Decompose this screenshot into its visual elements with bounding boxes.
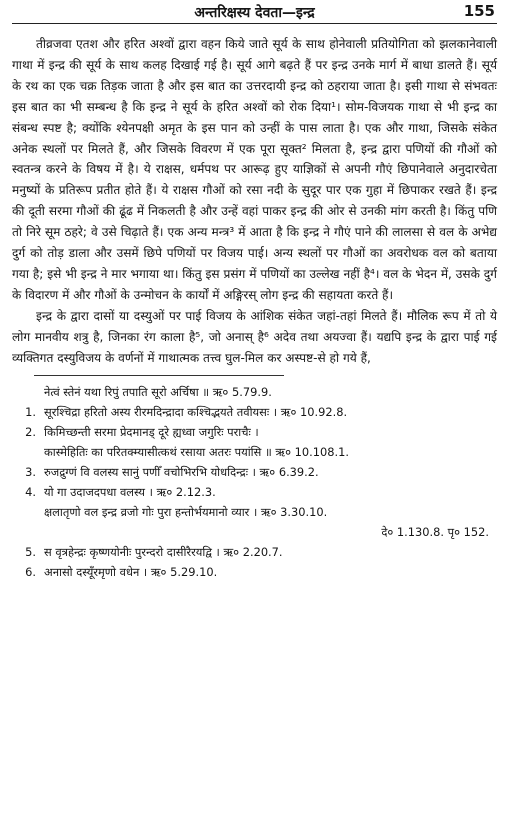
footnotes — [12, 382, 497, 582]
footnote-text: अनासो दस्यूँरमृणो वधेन । ऋ० 5.29.10. — [44, 564, 218, 579]
footnote-text: किमिच्छन्ती सरमा प्रेदमानड् दूरे ह्यध्वा जगुरिः पराचैः । — [44, 424, 259, 439]
footnote-number: 5. — [25, 544, 36, 559]
footnote-item — [12, 462, 497, 482]
footnote-text: सूरश्चिद्रा हरितो अस्य रीरमदिन्द्रादा कश्चिद्भयते तवीयसः । ऋ० 10.92.8. — [44, 404, 348, 419]
footnote-item — [12, 422, 497, 442]
footnote-number: 1. — [25, 404, 36, 419]
running-head — [12, 0, 497, 22]
footnote-text: यो गा उदाजदपधा वलस्य । ऋ० 2.12.3. — [44, 484, 216, 499]
footnote-divider — [34, 375, 284, 376]
footnote-item — [12, 402, 497, 422]
footnote-number: 2. — [25, 424, 36, 439]
footnote-item — [12, 542, 497, 562]
footnote-reference: दे० 1.130.8. पृ० 152. — [381, 524, 489, 539]
paragraph: तीव्रजवा एतश और हरित अश्वों द्वारा वहन किये जाते सूर्य के साथ होनेवाली प्रतियोगिता को झलकानेवाली गाथा में इन्द्र की सूर्य के साथ कलह दिखाई गई है। सूर्य आगे बढ़ते हैं पर इन्द्र उनके मार्ग में बाधा डालते हैं। सूर्य के रथ का एक चक्र तिड़क जाता है और इस बात का उत्तरदायी इन्द्र को ठहराया जाता है। इसी गाथा से संभवतः इस बात का भी सम्बन्ध है कि इन्द्र ने सूर्य के हरित अश्वों को रोक दिया¹। सोम-विजयक गाथा से भी इन्द्र का संबन्ध स्पष्ट है; क्योंकि श्येनपक्षी अमृत के इस पान को उन्हीं के पास लाता है। एक और गाथा, जिसके संकेत अनेक स्थलों पर मिलते हैं, और जिसके विवरण में एक पूरा सूक्त² मिलता है, इन्द्र द्वारा पणियों की गौओं को स्वतन्त्र करने के विषय में है। ये राक्षस, धर्मपथ पर आरूढ़ हुए याज्ञिकों से अपनी गौएं छिपानेवाले अनुदारचेता मनुष्यों के प्रतिरूप प्रतीत होते हैं। ये राक्षस गौओं को रसा नदी के सुदूर पार एक गुहा में छिपाकर रखते हैं। इन्द्र की दूती सरमा गौओं की ढूंढ में निकलती है और उन्हें वहां पाकर इन्द्र की ओर से उनकी मांग करती है। किंतु पणि तो निरे सूम ठहरे; वे उसे चिढ़ाते हैं। एक अन्य मन्त्र³ में आता है कि इन्द्र ने गौएं पाने की लालसा से वल के अभेद्य दुर्ग को तोड़ डाला और उसमें छिपे पणियों पर विजय पाई। अन्य स्थलों पर गौओं का अवरोधक वल को बताया गया है; इसे भी इन्द्र ने मार भगाया था। किंतु इस प्रसंग में पणियों का उल्लेख नहीं है⁴। वल के भेदन में, उसके दुर्ग के विदारण में और गौओं के उन्मोचन के कार्यों में अङ्गिरस् लोग इन्द्र की सहायता करते हैं। — [12, 37, 497, 302]
footnote-text: स वृत्रहेन्द्रः कृष्णयोनीः पुरन्दरो दासीरैरयद्वि । ऋ० 2.20.7. — [44, 544, 283, 559]
footnote-number: 6. — [25, 564, 36, 579]
footnote-item — [12, 562, 497, 582]
footnote-text: क्षलातृणो वल इन्द्र व्रजो गोः पुरा हन्तोर्भयमानो व्यार । ऋ० 3.30.10. — [44, 504, 328, 519]
footnote-number: 3. — [25, 464, 36, 479]
footnote-item — [12, 482, 497, 502]
paragraph: इन्द्र के द्वारा दासों या दस्युओं पर पाई विजय के आंशिक संकेत जहां-तहां मिलते हैं। मौलिक रूप में तो ये लोग मानवीय शत्रु है, जिनका रंग काला है⁵, जो अनास् है⁶ अदेव तथा अयज्वा हैं। यद्यपि इन्द्र के द्वारा पाई गई व्यक्तिगत दस्युविजय के वर्णनों में गाथात्मक तत्त्व घुल-मिल कर अस्पष्ट-से हो गये हैं, — [12, 308, 497, 365]
chapter-title: अन्तरिक्षस्य देवता—इन्द्र — [194, 5, 315, 21]
body-text — [12, 34, 497, 369]
footnote-number: 4. — [25, 484, 36, 499]
footnote-continuation: नेत्वं स्तेनं यथा रिपुं तपाति सूरो अर्चिषा ॥ ऋ० 5.79.9. — [44, 384, 272, 399]
header-divider — [12, 23, 497, 24]
footnote-text: कास्मेहितिः का परितक्म्यासीत्कथं रसाया अतरः पयांसि ॥ ऋ० 10.108.1. — [44, 444, 349, 459]
page-number: 155 — [463, 2, 495, 20]
footnote-text: रुजद्रुग्णं वि वलस्य सानुं पणीँ वचोभिरभि योधदिन्द्रः । ऋ० 6.39.2. — [44, 464, 319, 479]
